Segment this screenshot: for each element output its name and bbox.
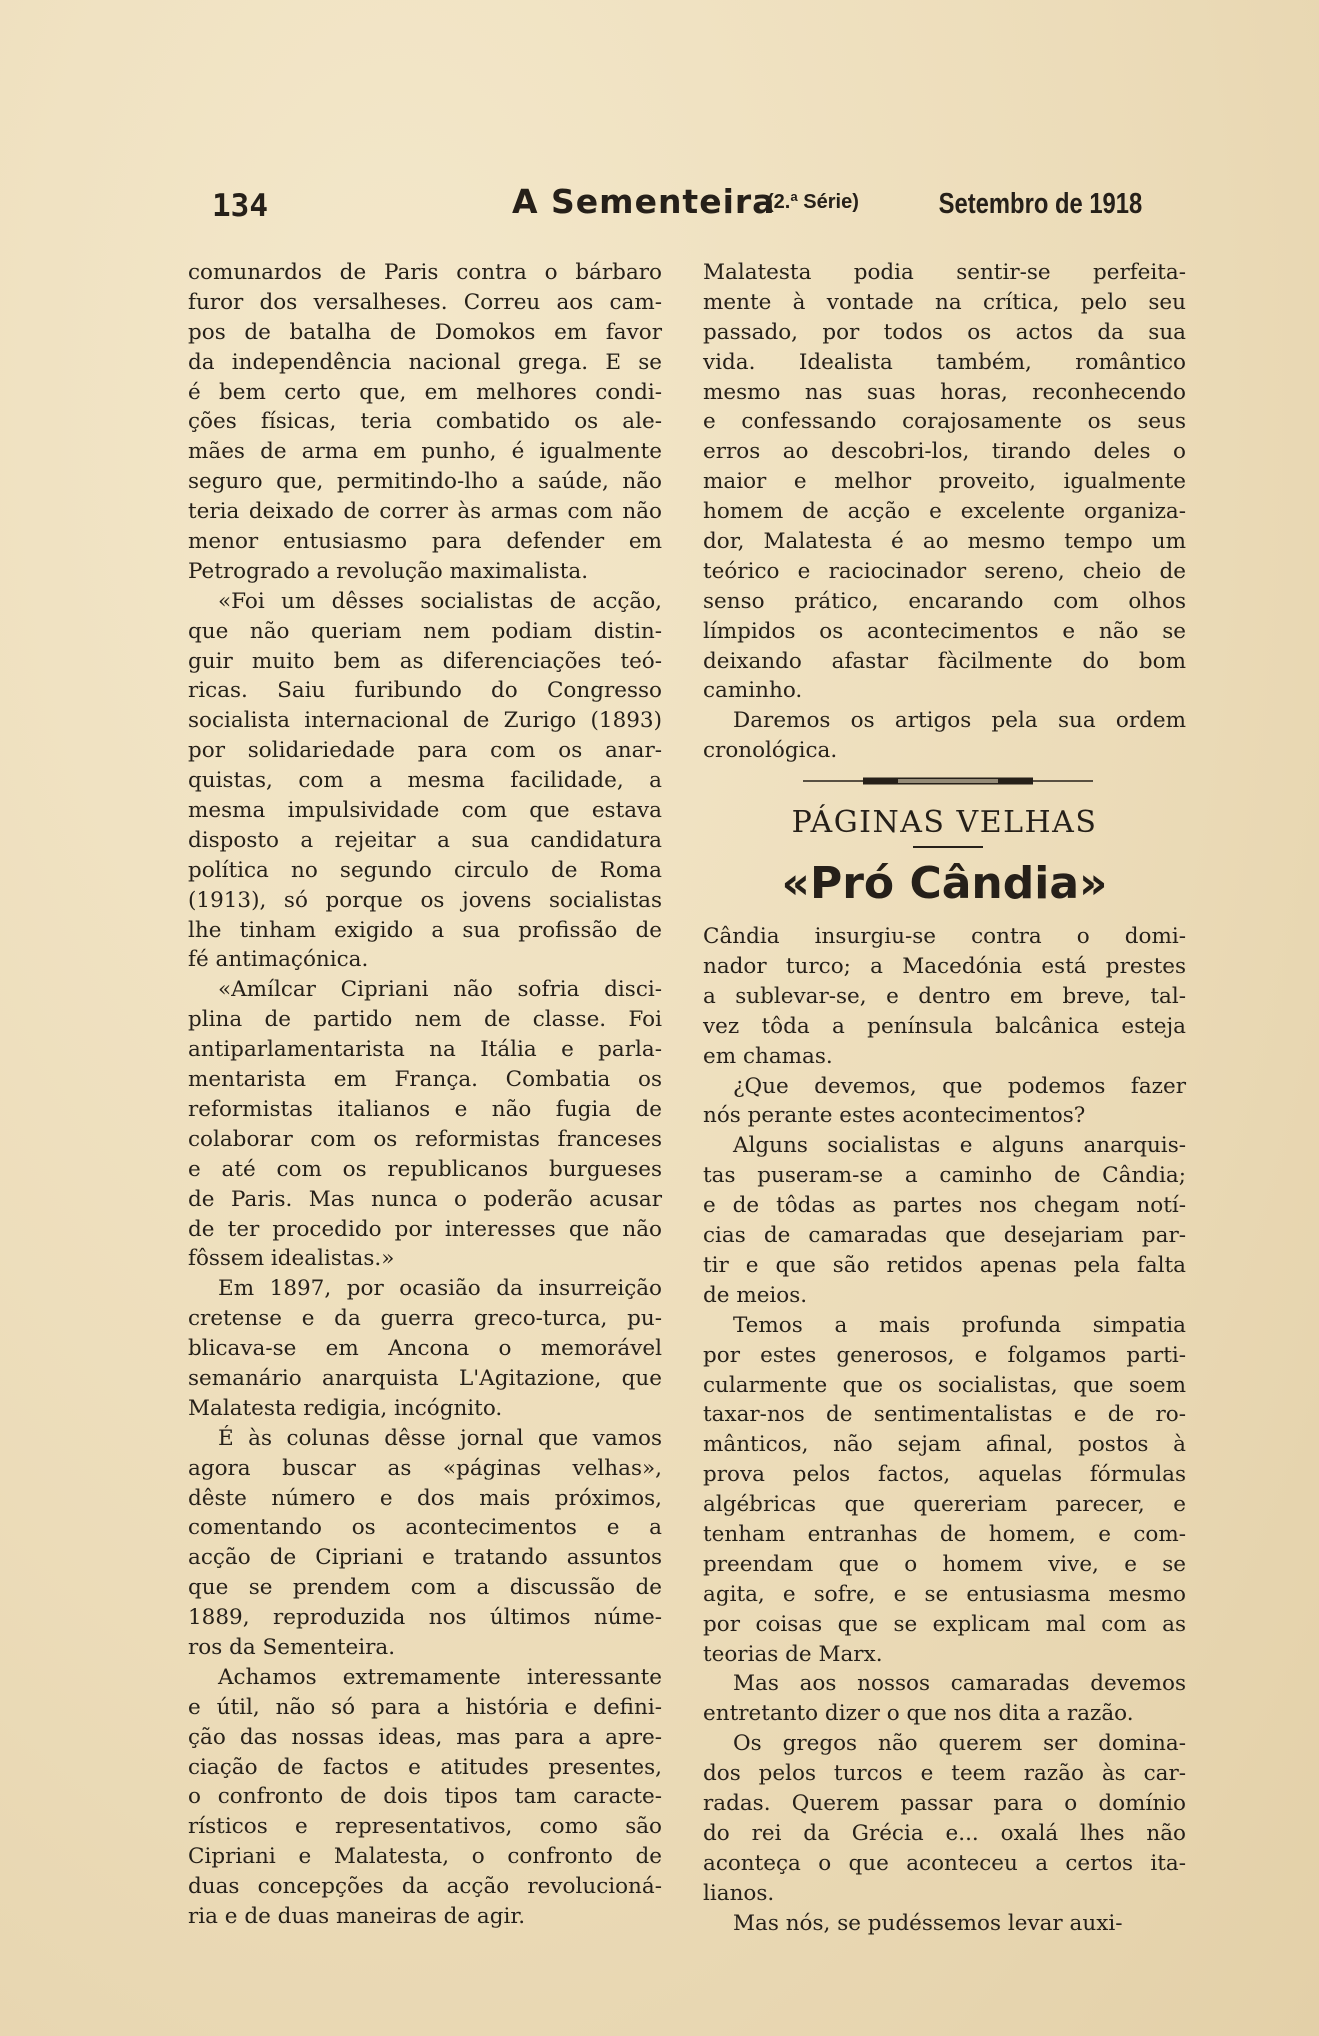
- text-line: Cipriani e Malatesta, o confronto de: [188, 1844, 662, 1870]
- text-line: rísticos e representativos, como são: [188, 1814, 662, 1840]
- text-line: límpidos os acontecimentos e não se: [703, 618, 1186, 644]
- right-column-intro: [703, 258, 1186, 766]
- text-line: Malatesta podia sentir-se perfeita-: [703, 260, 1186, 285]
- section-rule: [703, 846, 1186, 852]
- article-body: [703, 922, 1186, 1938]
- text-line: guir muito bem as diferenciações teó-: [188, 648, 662, 674]
- text-line: erros ao descobri-los, tirando deles o: [703, 439, 1186, 465]
- text-line: por estes generosos, e folgamos parti-: [703, 1342, 1186, 1368]
- text-line: quistas, com a mesma facilidade, a: [188, 768, 662, 794]
- text-line: É às colunas dêsse jornal que vamos: [218, 1425, 662, 1451]
- text-line: pos de batalha de Domokos em favor: [188, 319, 662, 345]
- text-line: dor, Malatesta é ao mesmo tempo um: [703, 529, 1186, 555]
- text-line: teria deixado de correr às armas com não: [188, 499, 662, 525]
- text-line: Mas aos nossos camaradas devemos: [733, 1671, 1186, 1697]
- text-line: que não queriam nem podiam distin-: [188, 618, 662, 644]
- text-line: entretanto dizer o que nos dita a razão.: [703, 1701, 1134, 1727]
- text-line: duas concepções da acção revolucioná-: [188, 1874, 662, 1900]
- text-line: ção das nossas ideas, mas para a apre-: [188, 1724, 662, 1750]
- text-line: política no segundo circulo de Roma: [188, 857, 662, 883]
- page-header: [212, 182, 1142, 232]
- section-heading: PÁGINAS VELHAS: [791, 805, 1098, 841]
- text-line: plina de partido nem de classe. Foi: [188, 1007, 662, 1033]
- text-line: radas. Querem passar para o domínio: [703, 1790, 1186, 1816]
- text-line: Achamos extremamente interessante: [218, 1664, 662, 1690]
- text-line: aconteça o que aconteceu a certos ita-: [703, 1850, 1186, 1876]
- article-title: «Pró Cândia»: [781, 858, 1108, 910]
- text-line: maior e melhor proveito, igualmente: [703, 469, 1186, 495]
- text-line: cretense e da guerra greco-turca, pu-: [188, 1306, 662, 1332]
- text-line: Petrogrado a revolução maximalista.: [188, 558, 589, 584]
- text-line: fôssem idealistas.»: [188, 1246, 395, 1272]
- text-line: e até com os republicanos burgueses: [188, 1156, 662, 1182]
- text-line: tenham entranhas de homem, e com-: [703, 1521, 1186, 1547]
- text-line: ciação de factos e atitudes presentes,: [188, 1754, 662, 1780]
- text-line: «Amílcar Cipriani não sofria disci-: [218, 977, 662, 1003]
- right-column: [703, 258, 1186, 1938]
- text-line: Em 1897, por ocasião da insurreição: [218, 1276, 662, 1302]
- journal-title: A Sementeira: [512, 182, 776, 221]
- text-line: taxar-nos de sentimentalistas e de ro-: [703, 1402, 1186, 1428]
- text-line: ções físicas, teria combatido os ale-: [188, 409, 662, 435]
- text-line: do rei da Grécia e... oxalá lhes não: [703, 1820, 1186, 1846]
- text-line: ros da Sementeira.: [188, 1634, 396, 1660]
- page-number: 134: [212, 188, 268, 224]
- text-line: caminho.: [703, 678, 803, 704]
- text-line: Cândia insurgiu-se contra o domi-: [703, 924, 1186, 950]
- text-line: Temos a mais profunda simpatia: [733, 1312, 1186, 1338]
- text-line: reformistas italianos e não fugia de: [188, 1096, 662, 1122]
- text-line: «Foi um dêsses socialistas de acção,: [218, 588, 662, 614]
- text-line: tas puseram-se a caminho de Cândia;: [703, 1163, 1186, 1189]
- text-line: vez tôda a península balcânica esteja: [703, 1013, 1186, 1039]
- text-line: deixando afastar fàcilmente do bom: [703, 648, 1186, 674]
- text-line: em chamas.: [703, 1043, 833, 1069]
- text-line: acção de Cipriani e tratando assuntos: [188, 1545, 662, 1571]
- text-line: cularmente que os socialistas, que soem: [703, 1372, 1186, 1398]
- text-line: que se prendem com a discussão de: [188, 1575, 662, 1601]
- text-line: Alguns socialistas e alguns anarquis-: [733, 1133, 1186, 1159]
- text-line: homem de acção e excelente organiza-: [703, 499, 1186, 525]
- series-label: (2.ª Série): [767, 191, 859, 213]
- text-line: passado, por todos os actos da sua: [703, 319, 1186, 345]
- text-line: prova pelos factos, aquelas fórmulas: [703, 1462, 1186, 1488]
- text-line: Malatesta redigia, incógnito.: [188, 1395, 503, 1421]
- text-line: furor dos versalheses. Correu aos cam-: [188, 289, 662, 315]
- text-line: por coisas que se explicam mal com as: [703, 1611, 1186, 1637]
- text-line: disposto a rejeitar a sua candidatura: [188, 827, 662, 853]
- text-line: blicava-se em Ancona o memorável: [188, 1336, 662, 1362]
- text-line: e de tôdas as partes nos chegam notí-: [703, 1193, 1186, 1219]
- ornament-divider: [703, 766, 1186, 796]
- left-column: [188, 258, 662, 1932]
- text-line: mentarista em França. Combatia os: [188, 1067, 662, 1093]
- text-line: mesmo nas suas horas, reconhecendo: [703, 379, 1186, 405]
- text-line: senso prático, encarando com olhos: [703, 588, 1186, 614]
- text-line: algébricas que quereriam parecer, e: [703, 1492, 1186, 1518]
- text-line: dos pelos turcos e teem razão às car-: [703, 1761, 1186, 1787]
- text-line: seguro que, permitindo-lho a saúde, não: [188, 469, 662, 495]
- text-line: 1889, reproduzida nos últimos núme-: [188, 1605, 662, 1631]
- text-line: antiparlamentarista na Itália e parla-: [188, 1037, 662, 1063]
- text-line: é bem certo que, em melhores condi-: [188, 379, 662, 405]
- text-line: tir e que são retidos apenas pela falta: [703, 1252, 1186, 1278]
- text-line: ricas. Saiu furibundo do Congresso: [188, 678, 662, 704]
- text-line: da independência nacional grega. E se: [188, 349, 662, 375]
- text-line: e confessando corajosamente os seus: [703, 409, 1186, 435]
- text-line: agora buscar as «páginas velhas»,: [188, 1455, 662, 1481]
- text-line: cronológica.: [703, 738, 838, 764]
- text-line: Os gregos não querem ser domina-: [733, 1731, 1186, 1757]
- text-line: de Paris. Mas nunca o poderão acusar: [188, 1186, 662, 1212]
- text-line: de meios.: [703, 1282, 808, 1308]
- text-line: nós perante estes acontecimentos?: [703, 1103, 1086, 1129]
- text-line: Mas nós, se pudéssemos levar auxi-: [733, 1910, 1123, 1936]
- text-line: (1913), só porque os jovens socialistas: [188, 887, 662, 913]
- text-line: o confronto de dois tipos tam caracte-: [188, 1784, 662, 1810]
- text-line: vida. Idealista também, romântico: [703, 349, 1186, 375]
- text-line: por solidariedade para com os anar-: [188, 738, 662, 764]
- text-line: de ter procedido por interesses que não: [188, 1216, 662, 1242]
- text-line: comunardos de Paris contra o bárbaro: [188, 260, 662, 285]
- text-line: lhe tinham exigido a sua profissão de: [188, 917, 662, 943]
- text-line: nador turco; a Macedónia está prestes: [703, 954, 1186, 980]
- text-line: mesma impulsividade com que estava: [188, 798, 662, 824]
- issue-date: Setembro de 1918: [938, 188, 1142, 220]
- text-line: agita, e sofre, e se entusiasma mesmo: [703, 1581, 1186, 1607]
- text-line: teorias de Marx.: [703, 1641, 883, 1667]
- text-line: dêste número e dos mais próximos,: [188, 1485, 662, 1511]
- text-line: comentando os acontecimentos e a: [188, 1515, 662, 1541]
- text-line: cias de camaradas que desejariam par-: [703, 1223, 1186, 1249]
- text-line: mente à vontade na crítica, pelo seu: [703, 289, 1186, 315]
- text-line: ¿Que devemos, que podemos fazer: [733, 1073, 1186, 1099]
- text-line: mânticos, não sejam afinal, postos à: [703, 1432, 1186, 1458]
- text-line: colaborar com os reformistas franceses: [188, 1126, 662, 1152]
- text-line: fé antimaçónica.: [188, 947, 369, 973]
- text-line: mães de arma em punho, é igualmente: [188, 439, 662, 465]
- text-line: lianos.: [703, 1880, 775, 1906]
- ornament-divider-icon: [803, 776, 1093, 786]
- text-line: semanário anarquista L'Agitazione, que: [188, 1365, 662, 1391]
- text-line: ria e de duas maneiras de agir.: [188, 1903, 526, 1929]
- text-line: preendam que o homem vive, e se: [703, 1551, 1186, 1577]
- text-line: Daremos os artigos pela sua ordem: [733, 708, 1186, 734]
- text-line: menor entusiasmo para defender em: [188, 529, 662, 555]
- text-line: socialista internacional de Zurigo (1893): [188, 708, 662, 734]
- text-line: a sublevar-se, e dentro em breve, tal-: [703, 983, 1186, 1009]
- text-line: teórico e raciocinador sereno, cheio de: [703, 558, 1186, 584]
- text-line: e útil, não só para a história e defini-: [188, 1694, 662, 1720]
